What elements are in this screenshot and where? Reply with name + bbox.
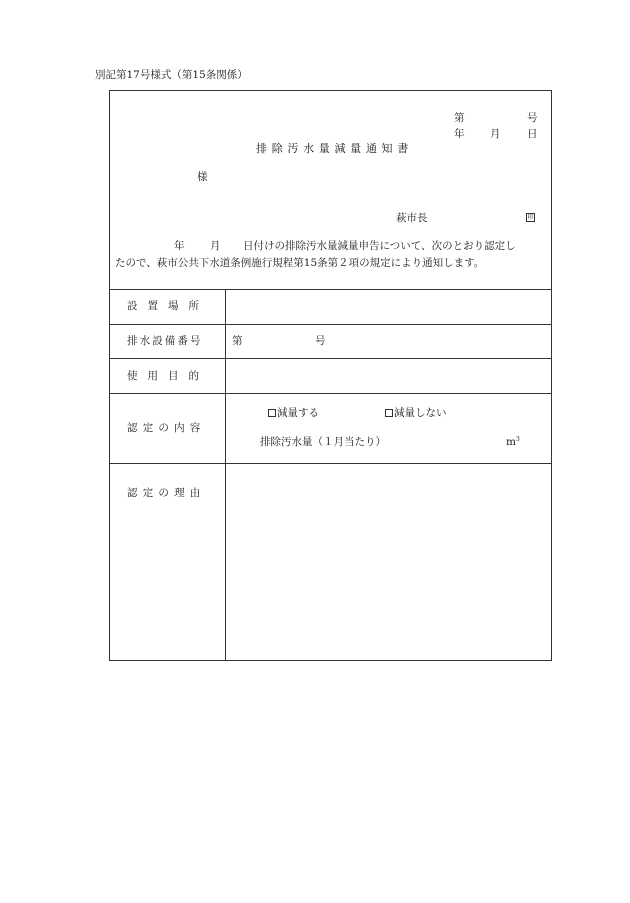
option-no-reduce[interactable] [385, 408, 447, 419]
facility-number-prefix: 第 [232, 335, 243, 347]
divider-location [109, 324, 552, 325]
issuer-name: 萩市長 [396, 212, 428, 224]
row-label-reason: 認 定 の 理 由 [127, 487, 201, 499]
divider-header [109, 289, 552, 290]
doc-date-month: 月 [490, 128, 501, 140]
option-reduce-label: 減量する [277, 407, 319, 419]
volume-unit: $m^3$ [506, 436, 520, 448]
seal-mark [526, 213, 535, 225]
row-label-purpose: 使 用 目 的 [127, 370, 199, 382]
divider-content [109, 463, 552, 464]
column-divider [225, 289, 226, 661]
purpose-field[interactable] [229, 365, 549, 389]
option-no-reduce-label: 減量しない [394, 407, 447, 419]
form-reference: 別記第17号様式（第15条関係） [95, 69, 248, 81]
divider-facility [109, 358, 552, 359]
addressee-suffix: 様 [197, 171, 208, 183]
reason-field[interactable] [229, 468, 549, 656]
doc-number-prefix: 第 [454, 112, 465, 124]
body-line2: たので、萩市公共下水道条例施行規程第15条第２項の規定により通知します。 [115, 257, 485, 269]
doc-date-year: 年 [454, 128, 465, 140]
body-line1: 日付けの排除汚水量減量申告について、次のとおり認定し [243, 240, 516, 252]
checkbox-reduce[interactable] [268, 409, 276, 417]
body-year: 年 [174, 240, 185, 252]
body-month: 月 [210, 240, 221, 252]
row-label-location: 設 置 場 所 [127, 300, 199, 312]
volume-label: 排除汚水量（１月当たり） [260, 436, 386, 448]
checkbox-no-reduce[interactable] [385, 409, 393, 417]
facility-number-field[interactable] [248, 331, 310, 353]
seal-char: 印 [527, 214, 534, 221]
location-field[interactable] [229, 296, 549, 320]
row-label-facility: 排 水 設 備 番 号 [127, 335, 201, 347]
doc-number-suffix: 号 [527, 112, 538, 124]
option-reduce[interactable] [268, 408, 319, 419]
row-label-content: 認 定 の 内 容 [127, 422, 201, 434]
document-title: 排 除 汚 水 量 減 量 通 知 書 [256, 142, 409, 155]
facility-number-suffix: 号 [315, 335, 326, 347]
doc-date-day: 日 [527, 128, 538, 140]
divider-purpose [109, 393, 552, 394]
